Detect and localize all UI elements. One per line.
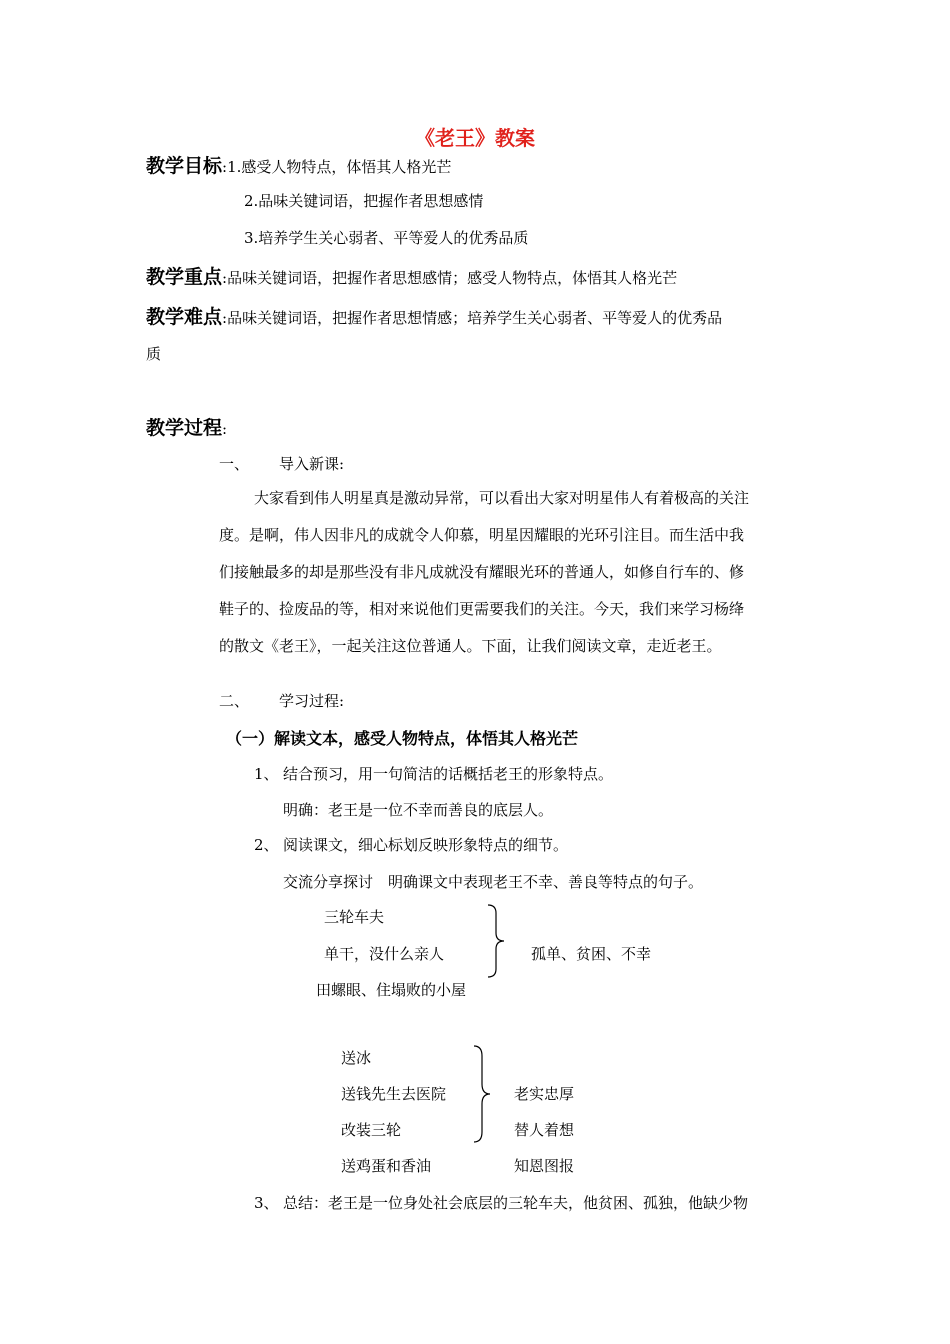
intro-paragraph-line-4: 鞋子的、捡废品的等，相对来说他们更需要我们的关注。今天，我们来学习杨绛: [219, 600, 745, 618]
group1-item-3: 田螺眼、住塌败的小屋: [316, 981, 467, 999]
section2-title: 学习过程:: [279, 692, 345, 710]
section1-title: 导入新课:: [279, 455, 345, 473]
difficulties-text-line2: 质: [146, 345, 162, 363]
difficulties-row: [146, 302, 722, 329]
group1-result: 孤单、贫困、不幸: [531, 945, 652, 963]
group2-result-2: 替人着想: [514, 1121, 575, 1139]
process-row: [146, 413, 227, 440]
section2-number: 二、: [219, 692, 250, 710]
right-brace-icon: [470, 1044, 494, 1144]
key-points-label: 教学重点: [146, 266, 223, 288]
group2-item-2: 送钱先生去医院: [341, 1085, 447, 1103]
key-points-row: [146, 262, 677, 289]
process-sep: :: [222, 420, 228, 438]
objective-item-2: 2.品味关键词语，把握作者思想感情: [244, 192, 484, 210]
process-label: 教学过程: [146, 417, 223, 439]
group2-item-4: 送鸡蛋和香油: [341, 1157, 432, 1175]
group2-result-3: 知恩图报: [514, 1157, 575, 1175]
group1-item-1: 三轮车夫: [324, 908, 385, 926]
step3-text: 总结：老王是一位身处社会底层的三轮车夫，他贫困、孤独，他缺少物: [283, 1194, 749, 1212]
step2-note: 交流分享探讨 明确课文中表现老王不幸、善良等特点的句子。: [283, 873, 704, 891]
objective-item-3: 3.培养学生关心弱者、平等爱人的优秀品质: [244, 229, 529, 247]
intro-paragraph-line-1: 大家看到伟人明星真是激动异常，可以看出大家对明星伟人有着极高的关注: [254, 489, 750, 507]
intro-paragraph-line-5: 的散文《老王》，一起关注这位普通人。下面，让我们阅读文章，走近老王。: [219, 637, 722, 655]
step2-number: 2、: [254, 836, 279, 854]
section1-number: 一、: [219, 455, 250, 473]
subsection1-title: （一）解读文本，感受人物特点，体悟其人格光芒: [226, 729, 579, 748]
key-points-sep: :: [222, 269, 228, 287]
difficulties-label: 教学难点: [146, 306, 223, 328]
right-brace-icon: [484, 903, 508, 979]
group2-item-3: 改装三轮: [341, 1121, 402, 1139]
objectives-row: [146, 151, 451, 178]
step2-text: 阅读课文，细心标划反映形象特点的细节。: [283, 836, 569, 854]
group1-item-2: 单干，没什么亲人: [324, 945, 445, 963]
objectives-sep: :: [222, 158, 228, 176]
key-points-text: 品味关键词语，把握作者思想感情；感受人物特点，体悟其人格光芒: [227, 269, 678, 287]
group2-item-1: 送冰: [341, 1049, 372, 1067]
intro-paragraph-line-3: 们接触最多的却是那些没有非凡成就没有耀眼光环的普通人，如修自行车的、修: [219, 563, 745, 581]
difficulties-text-line1: 品味关键词语，把握作者思想情感；培养学生关心弱者、平等爱人的优秀品: [227, 309, 723, 327]
group2-result-1: 老实忠厚: [514, 1085, 575, 1103]
step1-number: 1、: [254, 765, 279, 783]
step1-answer: 明确：老王是一位不幸而善良的底层人。: [283, 801, 554, 819]
intro-paragraph-line-2: 度。是啊，伟人因非凡的成就令人仰慕，明星因耀眼的光环引注目。而生活中我: [219, 526, 745, 544]
objective-item-1: 1.感受人物特点，体悟其人格光芒: [227, 158, 452, 176]
difficulties-sep: :: [222, 309, 228, 327]
step1-text: 结合预习，用一句简洁的话概括老王的形象特点。: [283, 765, 614, 783]
objectives-label: 教学目标: [146, 155, 223, 177]
step3-number: 3、: [254, 1194, 279, 1212]
page-title: 《老王》教案: [415, 126, 535, 150]
